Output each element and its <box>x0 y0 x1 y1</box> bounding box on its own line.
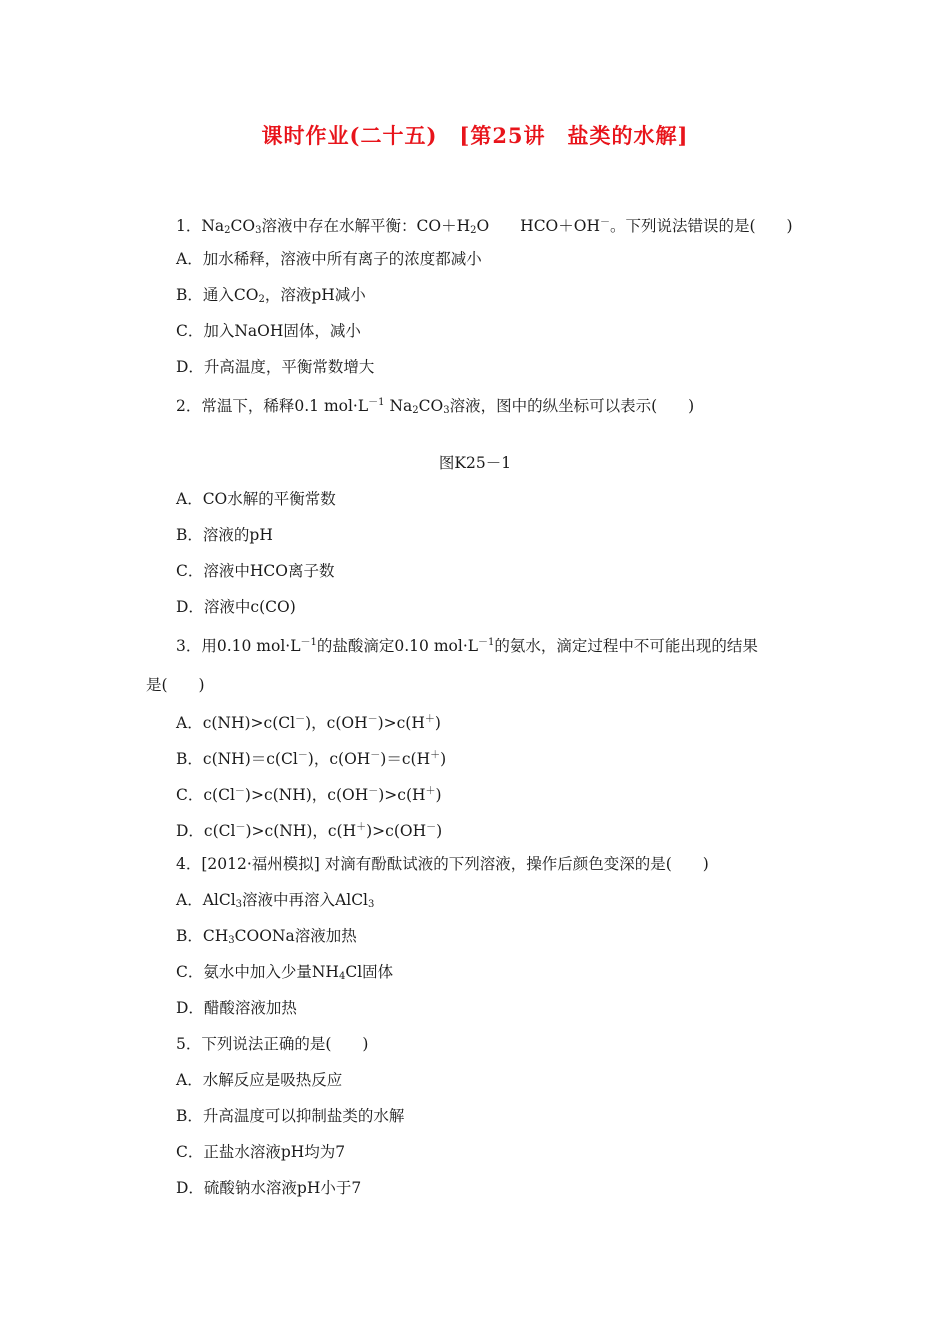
question-2-stem: 2．常温下，稀释0.1 $mol\cdot L^{-1}$ $Na_2CO_3$溶液，图中的纵坐标可以表示( ) <box>176 397 695 416</box>
question-2-option-d: D．溶液中c(CO) <box>176 598 296 616</box>
question-2-option-a: A．CO水解的平衡常数 <box>176 490 336 508</box>
question-4-option-d: D．醋酸溶液加热 <box>176 999 297 1017</box>
question-4-option-a: A．AlCl$_3$溶液中再溶入AlCl$_3$ <box>176 891 375 910</box>
question-1-option-b: B．通入$CO_2$，溶液pH减小 <box>176 286 366 305</box>
question-5-option-c: C．正盐水溶液pH均为7 <box>176 1143 346 1161</box>
question-3-option-b: B．c(NH)＝c(Cl－)，c(OH－)＝c(H＋) <box>176 750 447 768</box>
question-4-option-c: C．氨水中加入少量$NH_4Cl$固体 <box>176 963 394 982</box>
question-3-stem-continued: 是( ) <box>146 676 205 694</box>
question-5-option-a: A．水解反应是吸热反应 <box>176 1071 343 1089</box>
question-1-option-a: A．加水稀释，溶液中所有离子的浓度都减小 <box>176 250 482 268</box>
question-5-option-d: D．硫酸钠水溶液pH小于7 <box>176 1179 362 1197</box>
question-3-option-d: D．c(Cl－)>c(NH)，c(H＋)>c(OH－) <box>176 822 443 840</box>
question-1-stem: 1．$Na_2CO_3$溶液中存在水解平衡：$CO+H_2O$ HCO＋OH－。下列说法错误的是( ) <box>176 217 793 236</box>
question-2-option-c: C．溶液中HCO离子数 <box>176 562 335 580</box>
question-1-option-c: C．加入NaOH固体，减小 <box>176 322 361 340</box>
question-3-option-a: A．c(NH)>c(Cl－)，c(OH－)>c(H＋) <box>176 714 441 732</box>
question-3-stem: 3．用0.10 $mol\cdot L^{-1}$的盐酸滴定0.10 $mol\cdot L^{-1}$的氨水，滴定过程中不可能出现的结果 <box>176 637 758 655</box>
figure-caption: 图K25－1 <box>438 454 512 472</box>
question-2-option-b: B．溶液的pH <box>176 526 273 544</box>
question-5-stem: 5．下列说法正确的是( ) <box>176 1035 369 1053</box>
question-1-option-d: D．升高温度，平衡常数增大 <box>176 358 375 376</box>
question-4-option-b: B．$CH_3COONa$溶液加热 <box>176 927 357 946</box>
question-4-stem: 4．[2012·福州模拟] 对滴有酚酞试液的下列溶液，操作后颜色变深的是( ) <box>176 855 709 873</box>
question-3-option-c: C．c(Cl－)>c(NH)，c(OH－)>c(H＋) <box>176 786 442 804</box>
question-5-option-b: B．升高温度可以抑制盐类的水解 <box>176 1107 405 1125</box>
page-title: 课时作业(二十五) [第25讲 盐类的水解] <box>261 123 689 148</box>
